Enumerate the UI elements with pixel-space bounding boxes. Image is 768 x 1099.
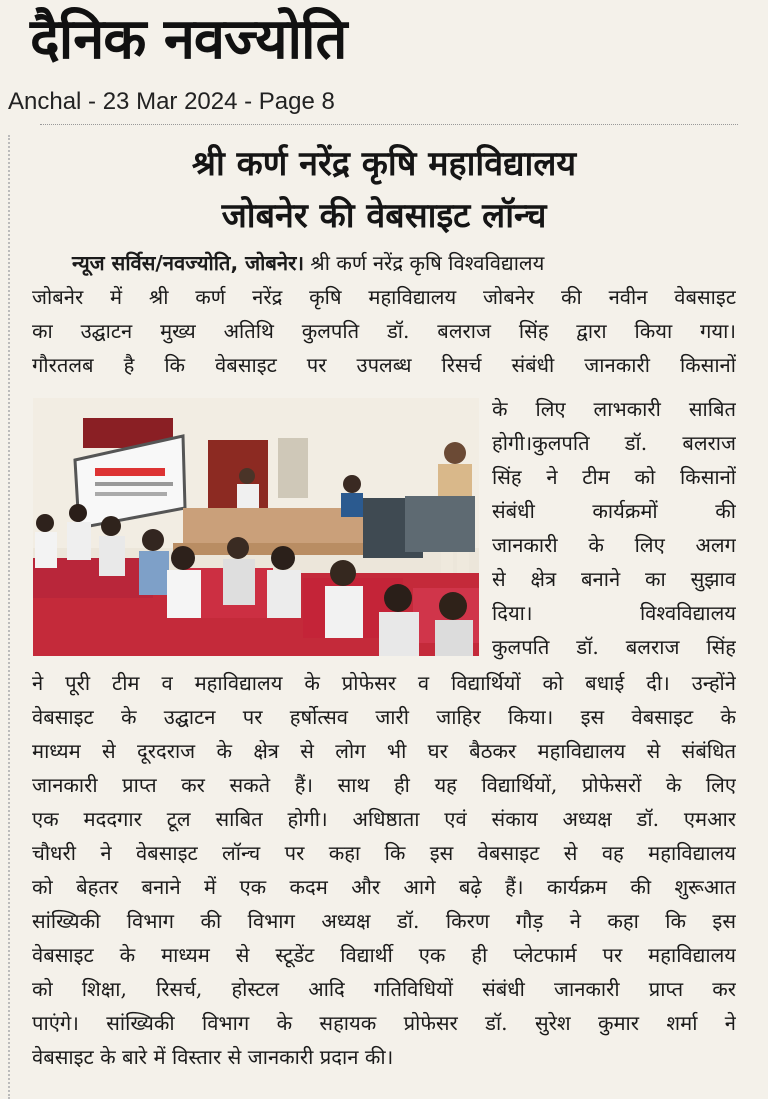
article-line: सिंह ने टीम को किसानों (492, 465, 736, 489)
article-line: जानकारी के लिए अलग (492, 533, 736, 557)
article-line (32, 246, 736, 280)
article-line: गौरतलब है कि वेबसाइट पर उपलब्ध रिसर्च संबंधी जानकारी किसानों (32, 353, 736, 377)
edition-info: Anchal - 23 Mar 2024 - Page 8 (8, 88, 335, 115)
article-line: सांख्यिकी विभाग की विभाग अध्यक्ष डॉ. किरण गौड़ ने कहा कि इस (32, 909, 736, 933)
article-line: चौधरी ने वेबसाइट लॉन्च पर कहा कि इस वेबसाइट से वह महाविद्यालय (32, 841, 736, 865)
article-line: के लिए लाभकारी साबित (492, 397, 736, 421)
article-line: को बेहतर बनाने में एक कदम और आगे बढ़े हैं। कार्यक्रम की शुरूआत (32, 875, 736, 899)
header-divider (40, 124, 738, 131)
article-line: कुलपति डॉ. बलराज सिंह (492, 635, 736, 659)
page-edge-dots (8, 135, 18, 1099)
article-line-text: श्री कर्ण नरेंद्र कृषि विश्वविद्यालय (303, 251, 545, 275)
event-photo-illustration (33, 398, 479, 656)
headline-line-2: जोबनेर की वेबसाइट लॉन्च (221, 196, 547, 236)
newspaper-masthead: दैनिक नवज्योति (30, 7, 347, 72)
article-line: वेबसाइट के बारे में विस्तार से जानकारी प्रदान की। (32, 1045, 394, 1069)
article-line: जानकारी प्राप्त कर सकते हैं। साथ ही यह विद्यार्थियों, प्रोफेसरों के लिए (32, 773, 736, 797)
article-dateline: न्यूज सर्विस/नवज्योति, जोबनेर। (72, 251, 304, 275)
headline-line-1: श्री कर्ण नरेंद्र कृषि महाविद्यालय (191, 144, 577, 184)
article-side-column (492, 392, 736, 664)
article-line: होगी।कुलपति डॉ. बलराज (492, 431, 736, 455)
event-photo (33, 398, 479, 656)
article-bottom-text (32, 666, 736, 1074)
article-line: वेबसाइट के उद्घाटन पर हर्षोत्सव जारी जाहिर किया। इस वेबसाइट के (32, 705, 736, 729)
article-line: का उद्घाटन मुख्य अतिथि कुलपति डॉ. बलराज सिंह द्वारा किया गया। (32, 319, 736, 343)
article-line: वेबसाइट के माध्यम से स्टूडेंट विद्यार्थी एक ही प्लेटफार्म पर महाविद्यालय (32, 943, 736, 967)
article-line: एक मददगार टूल साबित होगी। अधिष्ठाता एवं संकाय अध्यक्ष डॉ. एमआर (32, 807, 736, 831)
article-line: से क्षेत्र बनाने का सुझाव (492, 567, 736, 591)
article-line: जोबनेर में श्री कर्ण नरेंद्र कृषि महाविद्यालय जोबनेर की नवीन वेबसाइट (32, 285, 736, 309)
article-headline (30, 138, 738, 242)
article-line: ने पूरी टीम व महाविद्यालय के प्रोफेसर व विद्यार्थियों को बधाई दी। उन्होंने (32, 671, 736, 695)
article-line: को शिक्षा, रिसर्च, होस्टल आदि गतिविधियों संबंधी जानकारी प्राप्त कर (32, 977, 736, 1001)
article-line: पाएंगे। सांख्यिकी विभाग के सहायक प्रोफेसर डॉ. सुरेश कुमार शर्मा ने (32, 1011, 736, 1035)
article-line: संबंधी कार्यक्रमों की (492, 499, 736, 523)
article-line: दिया। विश्वविद्यालय (492, 601, 736, 625)
article-line: माध्यम से दूरदराज के क्षेत्र से लोग भी घर बैठकर महाविद्यालय से संबंधित (32, 739, 736, 763)
article-top-text (32, 246, 736, 382)
